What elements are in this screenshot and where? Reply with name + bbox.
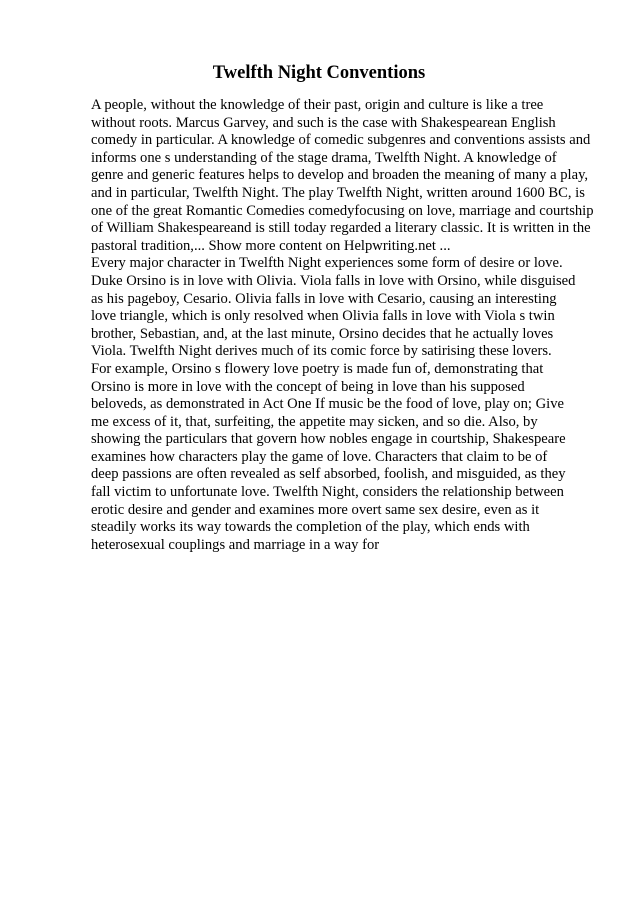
body-line: erotic desire and gender and examines more overt same sex desire, even as it [91,501,540,518]
body-line: deep passions are often revealed as self absorbed, foolish, and misguided, as they [91,466,566,483]
body-line: examines how characters play the game of love. Characters that claim to be of [91,448,548,465]
body-line: comedy in particular. A knowledge of comedic subgenres and conventions assists and [91,132,591,149]
body-line: without roots. Marcus Garvey, and such is the case with Shakespearean English [91,114,556,131]
document-body [91,97,601,554]
body-line: For example, Orsino s flowery love poetry is made fun of, demonstrating that [91,360,544,377]
body-line: as his pageboy, Cesario. Olivia falls in love with Cesario, causing an interesting [91,290,557,307]
body-line: pastoral tradition,... Show more content on Helpwriting.net ... [91,237,451,254]
body-line: genre and generic features helps to develop and broaden the meaning of many a play, [91,167,589,184]
body-line: informs one s understanding of the stage drama, Twelfth Night. A knowledge of [91,149,557,166]
body-line: A people, without the knowledge of their past, origin and culture is like a tree [91,97,544,113]
body-line: steadily works its way towards the completion of the play, which ends with [91,519,530,536]
body-line: beloveds, as demonstrated in Act One If music be the food of love, play on; Give [91,396,564,413]
body-line: Every major character in Twelfth Night experiences some form of desire or love. [91,255,563,272]
body-line: fall victim to unfortunate love. Twelfth Night, considers the relationship between [91,484,564,501]
body-line: me excess of it, that, surfeiting, the appetite may sicken, and so die. Also, by [91,413,538,430]
body-line: and in particular, Twelfth Night. The play Twelfth Night, written around 1600 BC, is [91,184,585,201]
document-title: Twelfth Night Conventions [212,63,426,83]
body-line: Duke Orsino is in love with Olivia. Viola falls in love with Orsino, while disguised [91,272,576,289]
body-line: one of the great Romantic Comedies comedyfocusing on love, marriage and courtship [91,202,594,219]
body-line: of William Shakespeareand is still today regarded a literary classic. It is written in the [91,220,591,237]
body-line: love triangle, which is only resolved when Olivia falls in love with Viola s twin [91,308,555,325]
body-line: brother, Sebastian, and, at the last minute, Orsino decides that he actually loves [91,325,554,342]
body-line: Orsino is more in love with the concept of being in love than his supposed [91,378,525,395]
body-line: heterosexual couplings and marriage in a way for [91,536,380,553]
body-line: showing the particulars that govern how nobles engage in courtship, Shakespeare [91,431,566,448]
body-line: Viola. Twelfth Night derives much of its comic force by satirising these lovers. [91,343,552,360]
